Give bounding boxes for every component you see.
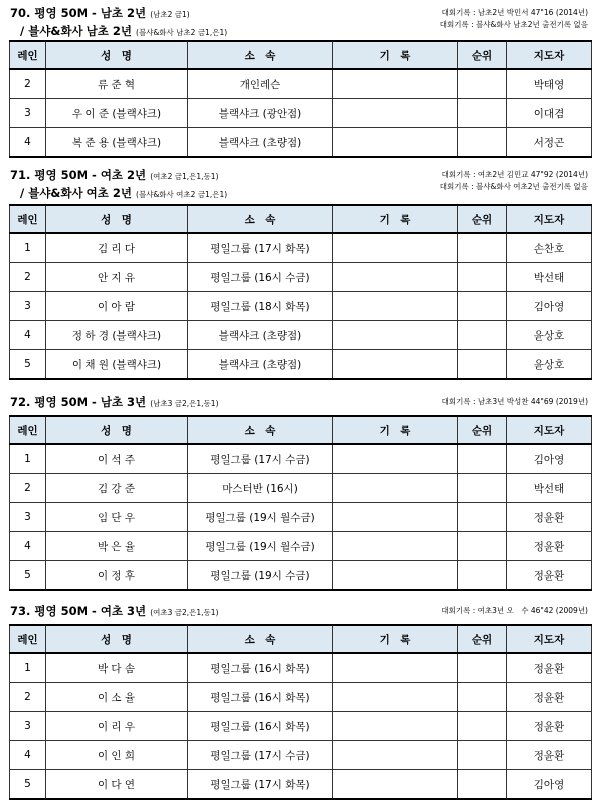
- lane-cell: 5: [10, 561, 46, 591]
- lane-cell: 5: [10, 350, 46, 380]
- event-72: [0, 391, 600, 582]
- record-cell: [333, 770, 458, 800]
- team-cell: 평일그룹 (16시 화목): [188, 683, 333, 712]
- table-row: [10, 233, 592, 263]
- entries-table: [9, 415, 592, 591]
- coach-cell: 이대겸: [507, 99, 592, 128]
- col-lane: 레인: [10, 41, 46, 69]
- event-subtitle: / 블샤&화사 여초 2년 (블샤&화사 여초2 금1,은1): [20, 186, 228, 200]
- event-title: 71. 평영 50M - 여초 2년 (여초2 금1,은1,동1): [10, 168, 219, 182]
- record-cell: [333, 712, 458, 741]
- name-cell: 김 리 다: [46, 233, 188, 263]
- team-cell: 평일그룹 (19시 월수금): [188, 532, 333, 561]
- col-record: 기 록: [333, 625, 458, 653]
- team-cell: 블랙샤크 (초량점): [188, 350, 333, 380]
- lane-cell: 4: [10, 128, 46, 158]
- name-cell: 복 준 용 (블랙샤크): [46, 128, 188, 158]
- rank-cell: [458, 683, 507, 712]
- team-cell: 평일그룹 (19시 수금): [188, 561, 333, 591]
- rank-cell: [458, 503, 507, 532]
- name-cell: 박 다 솜: [46, 653, 188, 683]
- team-cell: 평일그룹 (17시 화목): [188, 233, 333, 263]
- table-header-row: [10, 416, 592, 444]
- table-row: [10, 444, 592, 474]
- rank-cell: [458, 321, 507, 350]
- name-cell: 안 지 유: [46, 263, 188, 292]
- table-header-row: [10, 625, 592, 653]
- record-cell: [333, 321, 458, 350]
- col-record: 기 록: [333, 416, 458, 444]
- rank-cell: [458, 741, 507, 770]
- lane-cell: 1: [10, 444, 46, 474]
- name-cell: 이 채 원 (블랙샤크): [46, 350, 188, 380]
- rank-cell: [458, 712, 507, 741]
- col-lane: 레인: [10, 625, 46, 653]
- lane-cell: 5: [10, 770, 46, 800]
- lane-cell: 3: [10, 99, 46, 128]
- col-coach: 지도자: [507, 205, 592, 233]
- name-cell: 우 이 준 (블랙샤크): [46, 99, 188, 128]
- meet-record-secondary: 대회기록 : 블샤&화사 여초2년 출전기록 없음: [439, 182, 588, 191]
- rank-cell: [458, 561, 507, 591]
- record-cell: [333, 263, 458, 292]
- rank-cell: [458, 532, 507, 561]
- rank-cell: [458, 99, 507, 128]
- name-cell: 이 인 희: [46, 741, 188, 770]
- lane-cell: 4: [10, 321, 46, 350]
- col-name: 성 명: [46, 625, 188, 653]
- coach-cell: 박태영: [507, 69, 592, 99]
- col-coach: 지도자: [507, 41, 592, 69]
- event-title: 70. 평영 50M - 남초 2년 (남초2 금1): [10, 6, 190, 20]
- name-cell: 이 리 우: [46, 712, 188, 741]
- lane-cell: 1: [10, 233, 46, 263]
- team-cell: 평일그룹 (19시 월수금): [188, 503, 333, 532]
- col-rank: 순위: [458, 416, 507, 444]
- event-title: 73. 평영 50M - 여초 3년 (여초3 금2,은1,동1): [10, 604, 219, 618]
- col-record: 기 록: [333, 205, 458, 233]
- team-cell: 평일그룹 (17시 화목): [188, 770, 333, 800]
- record-cell: [333, 128, 458, 158]
- team-cell: 평일그룹 (16시 수금): [188, 263, 333, 292]
- col-team: 소 속: [188, 625, 333, 653]
- lane-cell: 2: [10, 69, 46, 99]
- lane-cell: 3: [10, 503, 46, 532]
- coach-cell: 정윤환: [507, 741, 592, 770]
- coach-cell: 정윤환: [507, 712, 592, 741]
- entries-table: [9, 624, 592, 800]
- team-cell: 마스터반 (16시): [188, 474, 333, 503]
- table-row: [10, 350, 592, 380]
- name-cell: 이 소 율: [46, 683, 188, 712]
- rank-cell: [458, 292, 507, 321]
- rank-cell: [458, 128, 507, 158]
- record-cell: [333, 532, 458, 561]
- name-cell: 류 준 혁: [46, 69, 188, 99]
- record-cell: [333, 683, 458, 712]
- col-name: 성 명: [46, 416, 188, 444]
- coach-cell: 정윤환: [507, 683, 592, 712]
- lane-cell: 2: [10, 263, 46, 292]
- table-row: [10, 69, 592, 99]
- col-team: 소 속: [188, 41, 333, 69]
- rank-cell: [458, 263, 507, 292]
- name-cell: 이 다 연: [46, 770, 188, 800]
- col-lane: 레인: [10, 416, 46, 444]
- lane-cell: 4: [10, 741, 46, 770]
- table-row: [10, 770, 592, 800]
- name-cell: 정 하 경 (블랙샤크): [46, 321, 188, 350]
- rank-cell: [458, 770, 507, 800]
- record-cell: [333, 474, 458, 503]
- record-cell: [333, 99, 458, 128]
- team-cell: 블랙샤크 (광안점): [188, 99, 333, 128]
- col-rank: 순위: [458, 205, 507, 233]
- name-cell: 이 정 후: [46, 561, 188, 591]
- table-row: [10, 653, 592, 683]
- rank-cell: [458, 350, 507, 380]
- rank-cell: [458, 474, 507, 503]
- coach-cell: 정윤환: [507, 561, 592, 591]
- event-71: [0, 164, 600, 371]
- coach-cell: 서정곤: [507, 128, 592, 158]
- team-cell: 평일그룹 (16시 화목): [188, 712, 333, 741]
- table-row: [10, 128, 592, 158]
- record-cell: [333, 653, 458, 683]
- coach-cell: 정윤환: [507, 532, 592, 561]
- table-row: [10, 263, 592, 292]
- table-row: [10, 321, 592, 350]
- event-header: [0, 164, 600, 204]
- name-cell: 이 아 람: [46, 292, 188, 321]
- coach-cell: 김아영: [507, 770, 592, 800]
- lane-cell: 1: [10, 653, 46, 683]
- event-73: [0, 600, 600, 791]
- event-header: [0, 600, 600, 622]
- entries-table: [9, 204, 592, 380]
- col-team: 소 속: [188, 416, 333, 444]
- coach-cell: 정윤환: [507, 503, 592, 532]
- meet-record: 대회기록 : 남초2년 박민서 47"16 (2014년): [441, 8, 588, 17]
- table-row: [10, 292, 592, 321]
- lane-cell: 3: [10, 712, 46, 741]
- record-cell: [333, 350, 458, 380]
- meet-record: 대회기록 : 여초2년 김민교 47"92 (2014년): [441, 170, 588, 179]
- table-row: [10, 474, 592, 503]
- coach-cell: 김아영: [507, 444, 592, 474]
- team-cell: 블랙샤크 (초량점): [188, 321, 333, 350]
- coach-cell: 윤상호: [507, 350, 592, 380]
- record-cell: [333, 741, 458, 770]
- table-header-row: [10, 205, 592, 233]
- col-coach: 지도자: [507, 416, 592, 444]
- team-cell: 평일그룹 (18시 화목): [188, 292, 333, 321]
- coach-cell: 박선태: [507, 474, 592, 503]
- record-cell: [333, 561, 458, 591]
- rank-cell: [458, 653, 507, 683]
- rank-cell: [458, 69, 507, 99]
- team-cell: 평일그룹 (17시 수금): [188, 444, 333, 474]
- table-row: [10, 712, 592, 741]
- event-header: [0, 391, 600, 413]
- entries-table: [9, 40, 592, 158]
- team-cell: 개인레슨: [188, 69, 333, 99]
- col-name: 성 명: [46, 41, 188, 69]
- name-cell: 박 은 율: [46, 532, 188, 561]
- coach-cell: 윤상호: [507, 321, 592, 350]
- col-lane: 레인: [10, 205, 46, 233]
- coach-cell: 손찬호: [507, 233, 592, 263]
- meet-record: 대회기록 : 남초3년 박성찬 44"69 (2019년): [441, 397, 588, 406]
- coach-cell: 김아영: [507, 292, 592, 321]
- record-cell: [333, 292, 458, 321]
- lane-cell: 4: [10, 532, 46, 561]
- name-cell: 김 강 준: [46, 474, 188, 503]
- col-rank: 순위: [458, 41, 507, 69]
- team-cell: 평일그룹 (17시 수금): [188, 741, 333, 770]
- record-cell: [333, 233, 458, 263]
- record-cell: [333, 69, 458, 99]
- event-70: [0, 2, 600, 149]
- meet-record-secondary: 대회기록 : 블샤&화사 남초2년 출전기록 없음: [439, 20, 588, 29]
- table-row: [10, 683, 592, 712]
- col-name: 성 명: [46, 205, 188, 233]
- meet-record: 대회기록 : 여초3년 오 수 46"42 (2009년): [441, 606, 588, 615]
- col-rank: 순위: [458, 625, 507, 653]
- name-cell: 임 단 우: [46, 503, 188, 532]
- record-cell: [333, 444, 458, 474]
- team-cell: 평일그룹 (16시 화목): [188, 653, 333, 683]
- col-team: 소 속: [188, 205, 333, 233]
- lane-cell: 2: [10, 474, 46, 503]
- table-row: [10, 99, 592, 128]
- table-header-row: [10, 41, 592, 69]
- coach-cell: 정윤환: [507, 653, 592, 683]
- table-row: [10, 561, 592, 591]
- lane-cell: 3: [10, 292, 46, 321]
- table-row: [10, 532, 592, 561]
- coach-cell: 박선태: [507, 263, 592, 292]
- col-coach: 지도자: [507, 625, 592, 653]
- event-title: 72. 평영 50M - 남초 3년 (남초3 금2,은1,동1): [10, 395, 219, 409]
- table-row: [10, 741, 592, 770]
- rank-cell: [458, 233, 507, 263]
- event-subtitle: / 블샤&화사 남초 2년 (블샤&화사 남초2 금1,은1): [20, 24, 228, 38]
- name-cell: 이 석 주: [46, 444, 188, 474]
- team-cell: 블랙샤크 (초량점): [188, 128, 333, 158]
- table-row: [10, 503, 592, 532]
- lane-cell: 2: [10, 683, 46, 712]
- col-record: 기 록: [333, 41, 458, 69]
- rank-cell: [458, 444, 507, 474]
- event-header: [0, 2, 600, 42]
- record-cell: [333, 503, 458, 532]
